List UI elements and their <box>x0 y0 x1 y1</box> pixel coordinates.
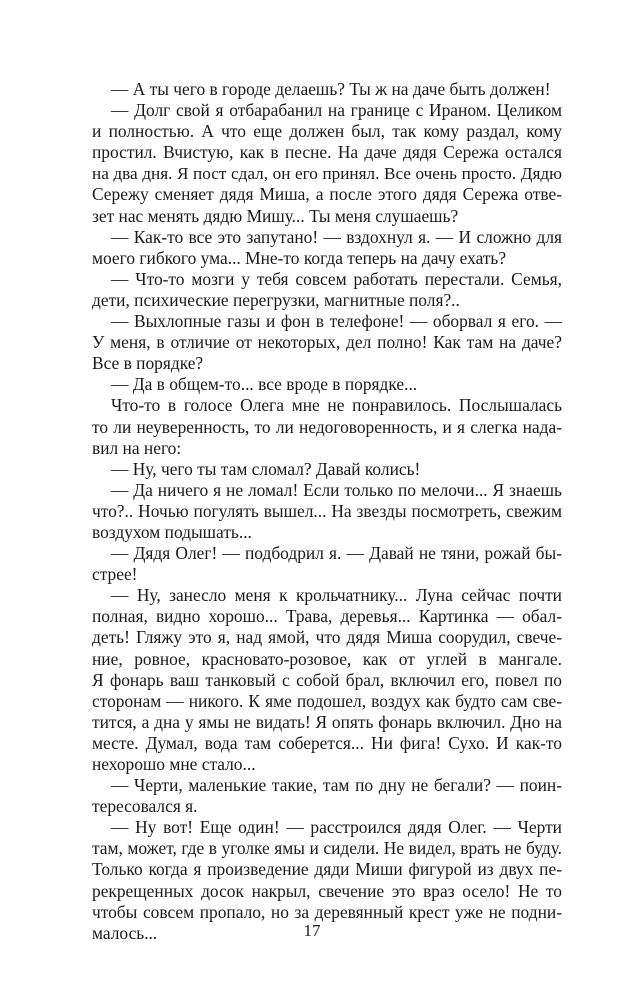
text-line: — Долг свой я отбарабанил на границе с Ираном. Целиком <box>111 100 562 121</box>
text-line: сторонам — никого. К яме подошел, воздух как будто сам све- <box>92 690 562 711</box>
text-line: и полностью. А что еще должен был, так кому раздал, кому <box>92 121 562 142</box>
text-line: месте. Думал, вода там соберется... Ни фига! Сухо. И как-то <box>92 732 562 753</box>
text-line: там, может, где в уголке ямы и сидели. Не видел, врать не буду. <box>92 838 562 859</box>
text-line: — Ну вот! Еще один! — расстроился дядя Олег. — Черти <box>111 817 562 838</box>
text-line: — Как-то все это запутано! — вздохнул я. — И сложно для <box>111 226 562 247</box>
text-line: чтобы совсем пропало, но за деревянный крест уже не подни- <box>92 901 562 922</box>
text-line: — Дядя Олег! — подбодрил я. — Давай не тяни, рожай бы- <box>111 543 562 564</box>
text-line: ние, ровное, красновато-розовое, как от углей в мангале. <box>92 648 562 669</box>
text-line: то ли неуверенность, то ли недоговоренность, и я слегка нада- <box>92 416 562 437</box>
text-line: Что-то в голосе Олега мне не понравилось. Послышалась <box>111 395 562 416</box>
text-line: рекрещенных досок накрыл, свечение это враз осело! Не то <box>92 880 562 901</box>
text-line: — Да в общем-то... все вроде в порядке... <box>111 374 418 395</box>
text-line: деть! Гляжу это я, над ямой, что дядя Миша соорудил, свече- <box>92 627 562 648</box>
text-line: — Да ничего я не ломал! Если только по мелочи... Я знаешь <box>111 479 562 500</box>
text-line: что?.. Ночью погулять вышел... На звезды посмотреть, свежим <box>92 500 562 521</box>
text-line: на два дня. Я пост сдал, он его принял. Все очень просто. Дядю <box>92 164 562 184</box>
text-line: Сережу сменяет дядя Миша, а после этого дядя Сережа отве- <box>92 184 562 205</box>
page-number: 17 <box>303 921 321 940</box>
text-line: У меня, в отличие от некоторых, дел полно! Как там на даче? <box>92 332 562 353</box>
text-line: полная, видно хорошо... Трава, деревья... Картинка — обал- <box>92 606 562 627</box>
text-line: — Черти, маленькие такие, там по дну не бегали? — поин- <box>111 775 562 796</box>
text-line: — А ты чего в городе делаешь? Ты ж на даче быть должен! <box>111 79 551 99</box>
text-line: стрее! <box>92 564 138 585</box>
text-line: дети, психические перегрузки, магнитные поля?.. <box>92 289 460 310</box>
text-line: Все в порядке? <box>92 353 204 374</box>
text-line: вил на него: <box>92 437 182 458</box>
text-line: моего гибкого ума... Мне-то когда теперь на дачу ехать? <box>92 247 507 268</box>
text-line: малось... <box>92 922 158 943</box>
text-line: зет нас менять дядю Мишу... Ты меня слушаешь? <box>92 205 459 226</box>
text-line: Я фонарь ваш танковый с собой брал, включил его, повел по <box>92 669 562 690</box>
text-line: — Выхлопные газы и фон в телефоне! — оборвал я его. — <box>111 311 562 332</box>
text-line: простил. Вчистую, как в песне. На даче дядя Сережа остался <box>92 142 562 163</box>
text-line: — Ну, занесло меня к крольчатнику... Луна сейчас почти <box>111 585 562 606</box>
text-line: нехорошо мне стало... <box>92 754 256 774</box>
text-line: воздухом подышать... <box>92 521 252 542</box>
page-body-text <box>92 79 562 944</box>
text-line: Только когда я произведение дяди Миши фигурой из двух пе- <box>92 859 562 880</box>
text-line: тится, а дна у ямы не видать! Я опять фонарь включил. Дно на <box>92 711 562 732</box>
text-line: тересовался я. <box>92 796 198 817</box>
text-line: — Что-то мозги у тебя совсем работать перестали. Семья, <box>111 268 562 289</box>
text-line: — Ну, чего ты там сломал? Давай колись! <box>111 458 421 479</box>
